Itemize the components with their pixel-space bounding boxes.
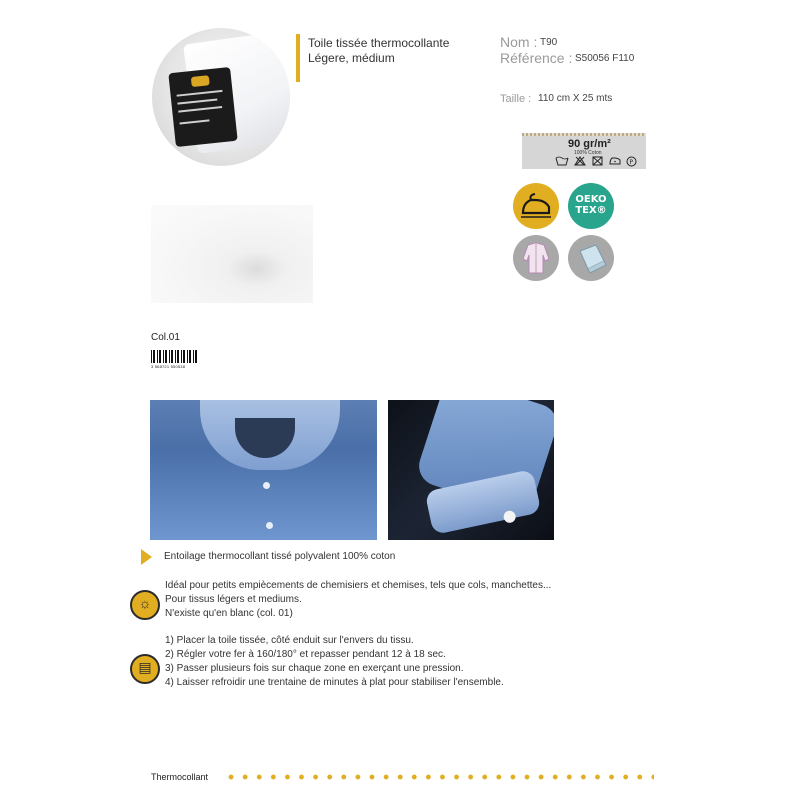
shirt-collar-photo — [150, 400, 377, 540]
barcode — [151, 350, 197, 363]
no-bleach-icon — [574, 156, 586, 168]
oeko-tex-badge — [568, 183, 614, 229]
play-arrow-icon — [141, 549, 152, 565]
taille-label: Taille : — [500, 93, 532, 105]
barcode-number: 3 568721 550538 — [151, 364, 186, 369]
folded-fabric-icon — [568, 235, 614, 281]
weight-care-box — [522, 133, 646, 169]
fabrics-text: Pour tissus légers et mediums. — [165, 594, 302, 605]
instruction-step: 1) Placer la toile tissée, côté enduit sur l'envers du tissu. — [165, 635, 414, 646]
instruction-step: 2) Régler votre fer à 160/180° et repasser pendant 12 à 18 sec. — [165, 649, 446, 660]
product-title: Toile tissée thermocollante — [308, 36, 450, 50]
shirt-icon — [513, 235, 559, 281]
label-line — [178, 106, 222, 113]
oeko-label: OEKO — [575, 194, 607, 205]
dry-clean-p-icon — [626, 156, 637, 169]
shirt-cuff-photo — [388, 400, 554, 540]
wash-40-icon — [555, 156, 569, 168]
nom-label: Nom : — [500, 34, 538, 50]
composition: 100% Coton — [574, 150, 602, 156]
brand-logo — [191, 75, 210, 87]
instructions-book-icon: ▤ — [130, 654, 160, 684]
iron-temperature-icon — [513, 183, 559, 229]
footer-dotted-line — [224, 774, 654, 780]
instruction-step: 4) Laisser refroidir une trentaine de minutes à plat pour stabiliser l'ensemble. — [165, 677, 504, 688]
label-line — [179, 119, 209, 124]
nom-value: T90 — [540, 37, 558, 48]
no-tumble-dry-icon — [592, 156, 603, 168]
footer-category: Thermocollant — [151, 772, 209, 782]
iron-icon — [608, 156, 622, 168]
label-line — [177, 90, 223, 97]
product-subtitle: Légere, médium — [308, 51, 395, 65]
reference-label: Référence : — [500, 50, 573, 66]
usage-text: Idéal pour petits empiècements de chemisiers et chemises, tels que cols, manchettes... — [165, 580, 552, 591]
reference-value: S50056 F110 — [575, 53, 635, 64]
lightbulb-icon: ☼ — [130, 590, 160, 620]
tex-label: TEX® — [575, 205, 607, 216]
product-roll-image — [152, 28, 290, 166]
title-accent-bar — [296, 34, 300, 82]
label-line — [177, 98, 217, 104]
availability-text: N'existe qu'en blanc (col. 01) — [165, 608, 293, 619]
weight-value: 90 gr/m² — [568, 138, 611, 150]
shirt-button — [263, 482, 270, 489]
fabric-strip — [522, 133, 646, 136]
roll-label — [168, 67, 237, 147]
shirt-button — [266, 522, 273, 529]
cuff-button — [503, 510, 517, 524]
description-headline: Entoilage thermocollant tissé polyvalent 100% coton — [164, 551, 396, 562]
instruction-step: 3) Passer plusieurs fois sur chaque zone en exerçant une pression. — [165, 663, 464, 674]
color-label: Col.01 — [151, 332, 180, 343]
fabric-swatch — [151, 205, 313, 303]
svg-text:P: P — [629, 159, 634, 166]
taille-value: 110 cm X 25 mts — [538, 93, 613, 104]
